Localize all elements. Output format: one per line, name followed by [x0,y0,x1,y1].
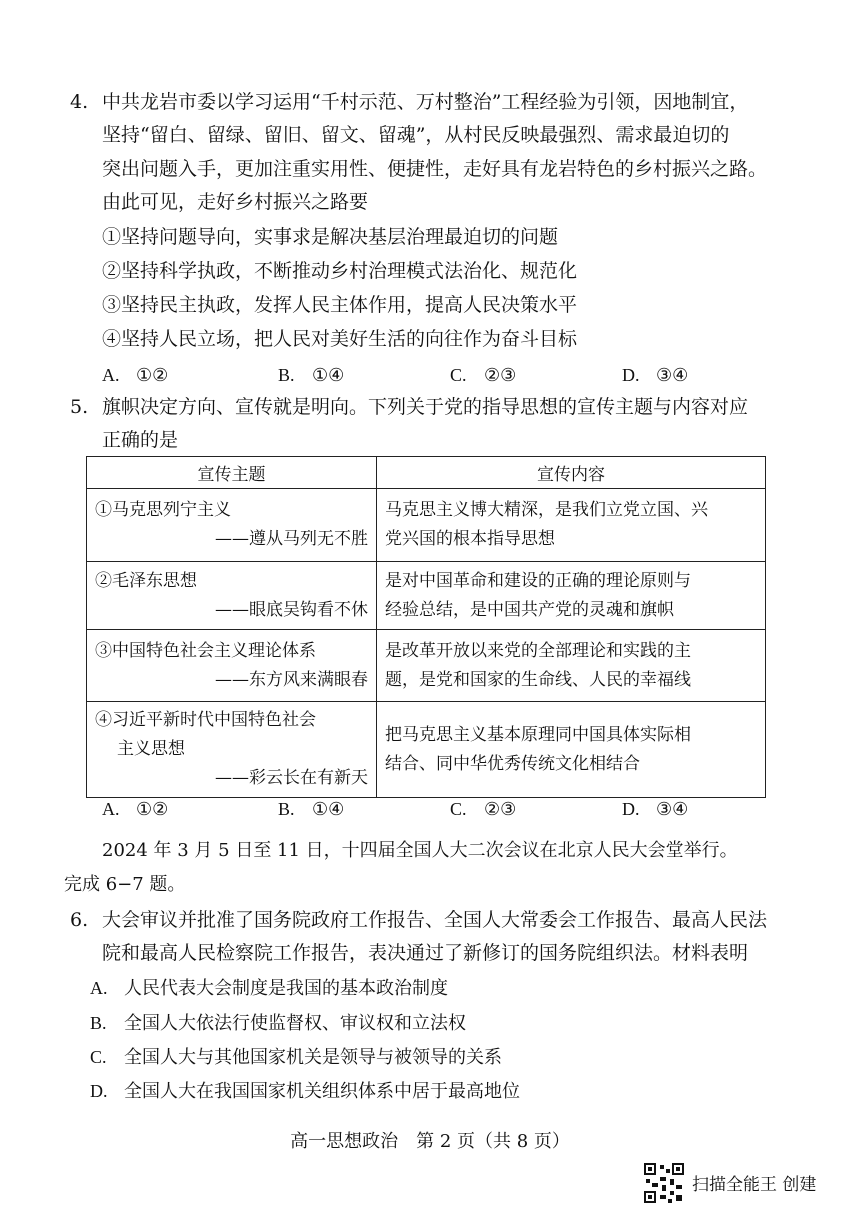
option-key: D. [622,365,640,385]
option-text: 人民代表大会制度是我国的基本政治制度 [124,978,448,999]
question-5-option-d[interactable] [622,796,688,823]
question-4-stem-line: 中共龙岩市委以学习运用“千村示范、万村整治”工程经验为引领，因地制宜， [102,91,749,113]
theme-title: ③中国特色社会主义理论体系 [95,640,316,661]
question-4-statement: ③坚持民主执政，发挥人民主体作用，提高人民决策水平 [102,294,578,316]
theme-quote: ——彩云长在有新天 [215,768,368,788]
option-key: C. [90,1047,107,1067]
option-key: A. [102,799,120,819]
question-4-statement: ④坚持人民立场，把人民对美好生活的向往作为奋斗目标 [102,328,578,350]
option-text: ③④ [656,799,689,820]
option-key: B. [278,799,295,819]
table-cell-theme [87,489,377,562]
material-intro-line: 2024 年 3 月 5 日至 11 日，十四届全国人大二次会议在北京人民大会堂举行。 [102,840,738,861]
option-text: ③④ [656,365,689,386]
question-4-option-d[interactable] [622,362,688,389]
question-4-stem-line: 由此可见，走好乡村振兴之路要 [102,191,369,213]
theme-quote: ——眼底吴钩看不休 [215,599,368,620]
option-key: D. [90,1081,108,1101]
question-5-stem-line: 正确的是 [102,429,179,451]
scanner-watermark-text: 扫描全能王 创建 [692,1175,817,1195]
question-6-option-c[interactable] [90,1044,502,1071]
option-text: ②③ [484,799,517,820]
theme-title: ①马克思列宁主义 [95,500,231,520]
option-key: B. [90,1013,107,1033]
content-line: 是对中国革命和建设的正确的理论原则与 [385,570,691,591]
theme-quote: ——东方风来满眼春 [215,669,368,690]
table-cell-theme [87,562,377,630]
content-line: 结合、同中华优秀传统文化相结合 [385,753,640,774]
theme-title: ②毛泽东思想 [95,570,197,591]
content-line: 把马克思主义基本原理同中国具体实际相 [385,724,691,745]
table-row [87,630,766,702]
table-cell-theme [87,630,377,702]
option-key: C. [450,365,467,385]
question-4-statement: ②坚持科学执政，不断推动乡村治理模式法治化、规范化 [102,260,578,282]
question-5-option-b[interactable] [278,796,344,823]
table-cell-content [377,562,766,630]
question-4-option-a[interactable] [102,362,168,389]
table-cell-content [377,489,766,562]
material-intro-line: 完成 6−7 题。 [64,874,186,895]
table-header-content: 宣传内容 [377,457,766,489]
question-6-number: 6. [70,909,89,931]
option-key: C. [450,799,467,819]
option-text: ①④ [312,799,345,820]
option-key: A. [102,365,120,385]
option-text: 全国人大依法行使监督权、审议权和立法权 [124,1013,466,1034]
question-5-stem-line: 旗帜决定方向、宣传就是明向。下列关于党的指导思想的宣传主题与内容对应 [102,396,749,418]
question-4-number: 4. [70,91,89,113]
content-line: 经验总结，是中国共产党的灵魂和旗帜 [385,599,674,620]
question-4-stem-line: 突出问题入手，更加注重实用性、便捷性，走好具有龙岩特色的乡村振兴之路。 [102,158,768,180]
theme-quote: ——遵从马列无不胜 [215,529,368,549]
table-row [87,562,766,630]
option-key: B. [278,365,295,385]
option-text: ①② [136,365,169,386]
question-6-option-a[interactable] [90,975,448,1002]
question-4-option-b[interactable] [278,362,344,389]
question-5-option-a[interactable] [102,796,168,823]
option-text: ①④ [312,365,345,386]
question-4-stem-line: 坚持“留白、留绿、留旧、留文、留魂”，从村民反映最强烈、需求最迫切的 [102,124,730,146]
option-text: ②③ [484,365,517,386]
table-cell-content [377,630,766,702]
option-key: A. [90,978,108,998]
table-cell-content [377,702,766,798]
question-6-stem-line: 大会审议并批准了国务院政府工作报告、全国人大常委会工作报告、最高人民法 [102,909,768,931]
content-line: 党兴国的根本指导思想 [385,529,555,549]
option-text: 全国人大与其他国家机关是领导与被领导的关系 [124,1047,502,1068]
question-5-table [86,456,766,798]
question-4-statement: ①坚持问题导向，实事求是解决基层治理最迫切的问题 [102,226,559,248]
table-row [87,702,766,798]
question-6-stem-line: 院和最高人民检察院工作报告，表决通过了新修订的国务院组织法。材料表明 [102,942,749,964]
table-header-row [87,457,766,489]
option-key: D. [622,799,640,819]
question-6-option-b[interactable] [90,1010,466,1037]
page-footer: 高一思想政治 第 2 页（共 8 页） [290,1131,570,1152]
option-text: ①② [136,799,169,820]
question-4-option-c[interactable] [450,362,516,389]
content-line: 是改革开放以来党的全部理论和实践的主 [385,640,691,661]
question-5-number: 5. [70,396,89,418]
question-5-option-c[interactable] [450,796,516,823]
theme-title: 主义思想 [117,739,185,759]
content-line: 题，是党和国家的生命线、人民的幸福线 [385,669,691,690]
table-cell-theme [87,702,377,798]
question-6-option-d[interactable] [90,1078,520,1105]
qr-code-icon [644,1163,684,1203]
content-line: 马克思主义博大精深，是我们立党立国、兴 [385,500,708,520]
table-header-theme: 宣传主题 [87,457,377,489]
theme-title: ④习近平新时代中国特色社会 [95,710,316,730]
table-row [87,489,766,562]
option-text: 全国人大在我国国家机关组织体系中居于最高地位 [124,1081,520,1102]
